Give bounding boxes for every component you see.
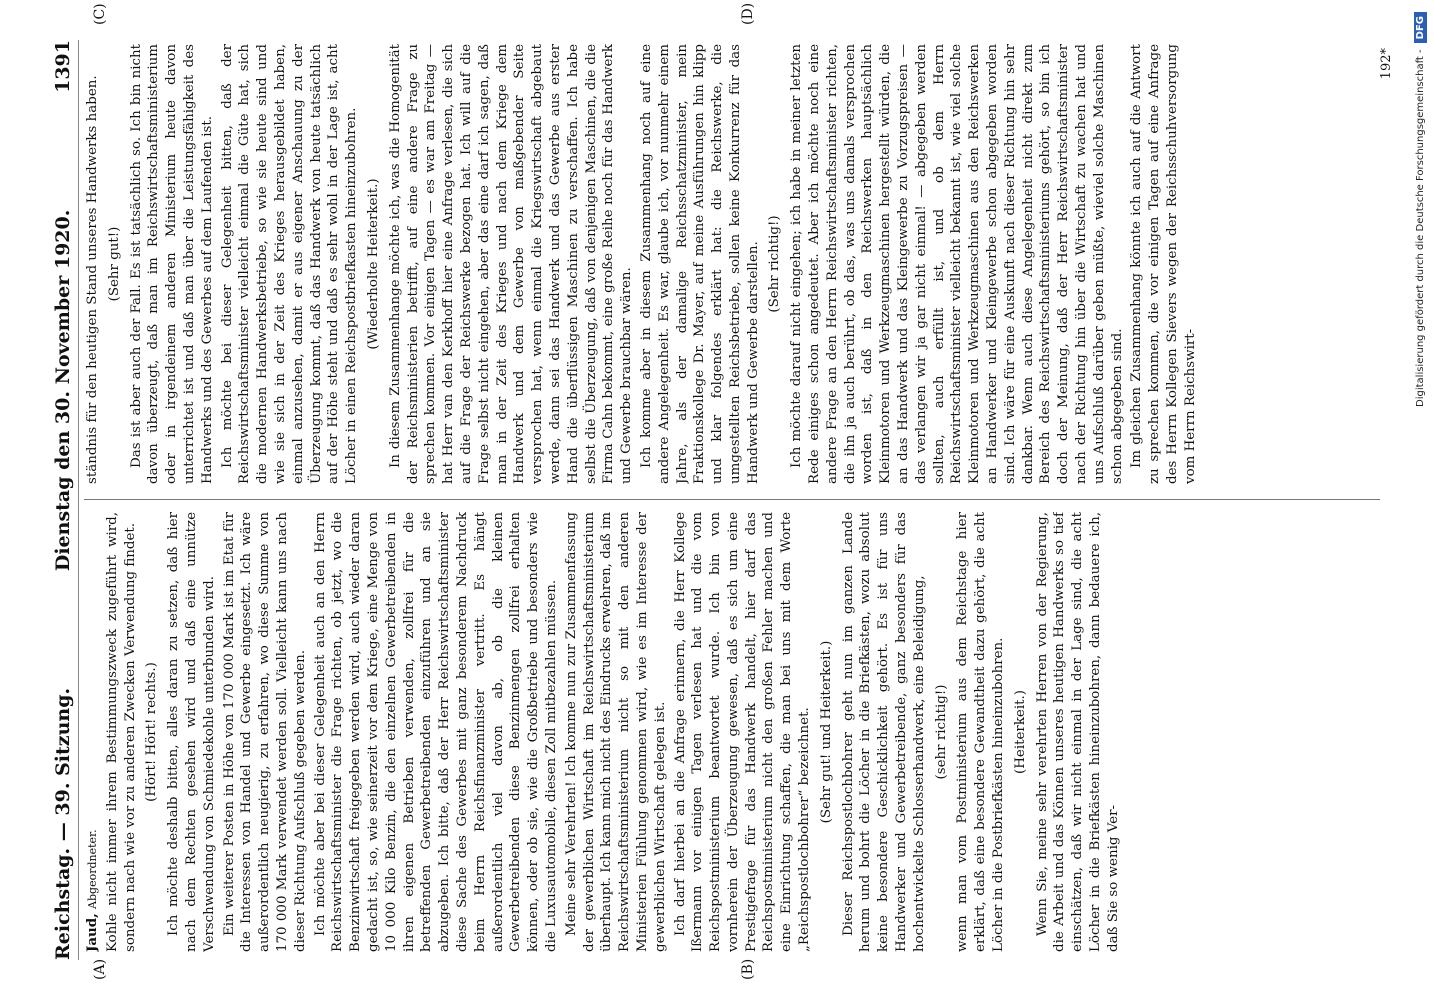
interjection: (Heiterkeit.) — [1012, 690, 1028, 774]
paragraph: In diesem Zusammenhange möchte ich, was die Homogenität der Reichsministerien betrifft, auf eine andere Frage zu sprechen kommen. Vor einigen Tagen — es war am Freitag — hat Herr van den Kerkhoff hier eine Anfrage verlesen, die sich auf die Frage der Reichswerke bezogen hat. Ich will auf die Frage selbst nicht eingehen, aber das eine darf ich sagen, daß man in der Zeit des Krieges und nach dem Kriege dem Handwerk und dem Gewerbe von maßgebender Seite versprochen hat, wenn einmal die Kriegswirtschaft abgebaut werde, dann sei das Handwerk und das Gewerbe aus erster Hand die überflüssigen Maschinen zu verschaffen. Ich habe selbst die Überzeugung, daß von denjenigen Maschinen, die die Firma Cahn bekommt, eine große Reihe noch für das Handwerk und Gewerbe brauchbar wären. — [387, 44, 635, 484]
interjection: (Sehr gut!) — [106, 226, 122, 302]
header-date: Dienstag den 30. November 1920. — [52, 209, 74, 572]
margin-marker-a: (A) — [92, 958, 108, 980]
page-number: 1391 — [52, 40, 74, 93]
right-column — [84, 44, 1380, 484]
interjection: (Sehr gut! und Heiterkeit.) — [818, 640, 834, 824]
paragraph: Kohle nicht immer ihrem Bestimmungszweck zugeführt wird, sondern nach wie vor zu anderen Zwecken Verwendung findet. — [104, 512, 138, 952]
page-header — [52, 40, 79, 960]
interjection: (Sehr richtig!) — [767, 215, 783, 313]
paragraph: Dieser Reichspostlochbohrer geht nun im ganzen Lande herum und bohrt die Löcher in die Briefkästen, wozu absolut keine besondere Geschicklichkeit gehört. Es ist für uns Handwerker und Gewerbetreibende, ganz besonders für das hochentwickelte Schlosserhandwerk, eine Beleidigung, — [840, 512, 927, 952]
interjection: (Wiederholte Heiterkeit.) — [365, 178, 381, 350]
credit-text: Digitalisierung gefördert durch die Deutsche Forschungsgemeinschaft - — [1414, 49, 1426, 407]
header-session: Reichstag. — 39. Sitzung. — [52, 687, 74, 960]
credit-text-wrapper — [1408, 0, 1432, 1000]
paragraph: Ich möchte deshalb bitten, alles daran zu setzen, daß hier nach dem Rechten gesehen wird und daß eine unnütze Verschwendung von Schmiedekohle unterbunden wird. — [166, 512, 217, 952]
margin-marker-b: (B) — [740, 958, 756, 980]
paragraph: Ich darf hierbei an die Anfrage erinnern, die Herr Kollege Ißermann vor einigen Tagen verlesen hat und die vom Reichspostministerium beantwortet wurde. Ich bin von vornherein der Überzeugung gewesen, daß es sich um eine Prestigefrage für das Handwerk handelt, hier darf das Reichspostministerium nicht den großen Fehler machen und eine Einrichtung schaffen, die man bei uns mit dem Worte „Reichspostlochbohrer“ bezeichnet. — [672, 512, 813, 952]
paragraph: Das ist aber auch der Fall. Es ist tatsächlich so. Ich bin nicht davon überzeugt, daß man im Reichswirtschaftsministerium oder in irgendeinem anderen Ministerium heute davon unterrichtet ist und daß man über die Leistungsfähigkeit des Handwerks und des Gewerbes auf dem Laufenden ist. — [128, 44, 215, 484]
paragraph: Meine sehr Verehrten! Ich komme nun zur Zusammenfassung der gewerblichen Wirtschaft im Reichswirtschaftsministerium überhaupt. Ich kann mich nicht des Eindrucks erwehren, daß im Reichswirtschaftsministerium nicht so mit den anderen Ministerien Fühlung genommen wird, wie es im Interesse der gewerblichen Wirtschaft gelegen ist. — [563, 512, 668, 952]
interjection: (Hört! Hört! rechts.) — [144, 662, 160, 802]
speaker-name: Jaud, — [84, 913, 100, 952]
dfg-logo: DFG — [1414, 12, 1427, 43]
paragraph: Ich möchte aber bei dieser Gelegenheit auch an den Herrn Reichswirtschaftsminister die Frage richten, ob jetzt, wo die Benzinwirtschaft freigegeben werden wird, auch wieder daran gedacht ist, so, wie seinerzeit vor dem Kriege, eine Menge von 10 000 Kilo Benzin, die den einzelnen Gewerbetreibenden in ihren eigenen Betrieben verwenden, zollfrei für die betreffenden Gewerbetreibenden einzuführen und an sie abzugeben. Ich bitte, daß der Herr Reichswirtschaftsminister diese Sache des Gewerbes mit ganz besonderem Nachdruck beim Herrn Reichsfinanzminister vertritt. Es hängt außerordentlich viel davon ab, ob die kleinen Gewerbetreibenden diese Benzinmengen zollfrei erhalten können, oder ob sie, wie die Großbetriebe und besonders wie die Luxusautomobile, diesen Zoll mitbezahlen müssen. — [312, 512, 559, 952]
interjection: (sehr richtig!) — [933, 684, 949, 780]
paragraph: Ein weiterer Posten in Höhe von 170 000 Mark ist im Etat für die Interessen von Handel und Gewerbe eingesetzt. Ich wäre außerordentlich neugierig, zu erfahren, wo diese Summe von 170 000 Mark verwendet werden soll. Vielleicht kann uns nach dieser Richtung Aufschluß gegeben werden. — [221, 512, 308, 952]
paragraph: wenn man vom Postministerium aus dem Reichstage hier erklärt, daß eine besondere Gewandtheit dazu gehört, die acht Löcher in die Postbriefkästen hineinzubohren. — [955, 512, 1007, 952]
paragraph: Ich möchte darauf nicht eingehen; ich habe in meiner letzten Rede einiges schon angedeutet. Aber ich möchte noch eine andere Frage an den Herrn Reichswirtschaftsminister richten, die ihn ja auch berührt, ob das, was uns damals versprochen worden ist, daß in den Reichswerken hauptsächlich Kleinmotoren und Werkzeugmaschinen hergestellt würden, die an das Handwerk und das Kleingewerbe zu Vorzugspreisen — das verlangen wir ja gar nicht einmal! — abgegeben werden sollten, auch erfüllt ist, und ob dem Herrn Reichswirtschaftsminister vielleicht bekannt ist, wie viel solche Kleinmotoren und Werkzeugmaschinen aus den Reichswerken an Handwerker und Kleingewerbe schon abgegeben worden sind. Ich wäre für eine Auskunft nach dieser Richtung hin sehr dankbar. Wenn auch diese Angelegenheit nicht direkt zum Bereich des Reichswirtschaftsministeriums gehört, so bin ich doch der Meinung, daß der Herr Reichswirtschaftsminister nach der Richtung hin über die Wirtschaft zu wachen hat und uns Aufschluß darüber geben müßte, wieviel solche Maschinen schon abgegeben sind. — [789, 44, 1125, 484]
paragraph: Ich möchte bei dieser Gelegenheit bitten, daß der Reichswirtschaftsminister vielleicht einmal die Güte hat, sich die modernen Handwerksbetriebe, so wie sie heute sind und wie sie sich in der Zeit des Krieges herausgebildet haben, einmal anzusehen, damit er aus eigener Anschauung zu der Überzeugung kommt, daß das Handwerk von heute tatsächlich auf der Höhe steht und daß es sehr wohl in der Lage ist, acht Löcher in einen Reichspostbriefkasten hineinzubohren. — [219, 44, 360, 484]
paragraph: Wenn Sie, meine sehr verehrten Herren von der Regierung, die Arbeit und das Können unseres heutigen Handwerks so tief einschätzen, daß wir nicht einmal in der Lage sind, die acht Löcher in die Briefkästen hineinzubohren, dann bedauere ich, daß Sie so wenig Ver- — [1034, 512, 1121, 952]
signature-mark: 192* — [1379, 48, 1394, 80]
speaker-role: Abgeordneter. — [86, 829, 99, 909]
margin-marker-c: (C) — [92, 3, 108, 25]
paragraph: ständnis für den heutigen Stand unseres Handwerks haben. — [85, 75, 100, 484]
speaker-line — [84, 512, 102, 952]
paragraph: Ich komme aber in diesem Zusammenhang noch auf eine andere Angelegenheit. Es war, glaube ich, vor nunmehr einem Jahre, als der damalige Reichsschatzminister, mein Fraktionskollege Dr. Mayer, auf meine Ausführungen hin klipp und klar folgendes erklärt hat: die Reichswerke, die umgestellten Reichsbetriebe, sollen keine Konkurrenz für das Handwerk und Gewerbe darstellen. — [638, 44, 761, 484]
paragraph: Im gleichen Zusammenhang könnte ich auch auf die Antwort zu sprechen kommen, die vor einigen Tagen auf eine Anfrage des Herrn Kollegen Sievers wegen der Reichsschuhversorgung vom Herrn Reichswirt- — [1129, 44, 1198, 484]
left-column — [84, 512, 1380, 952]
margin-marker-d: (D) — [740, 2, 756, 25]
digitization-credit — [1408, 0, 1432, 1000]
column-divider — [84, 499, 1380, 500]
